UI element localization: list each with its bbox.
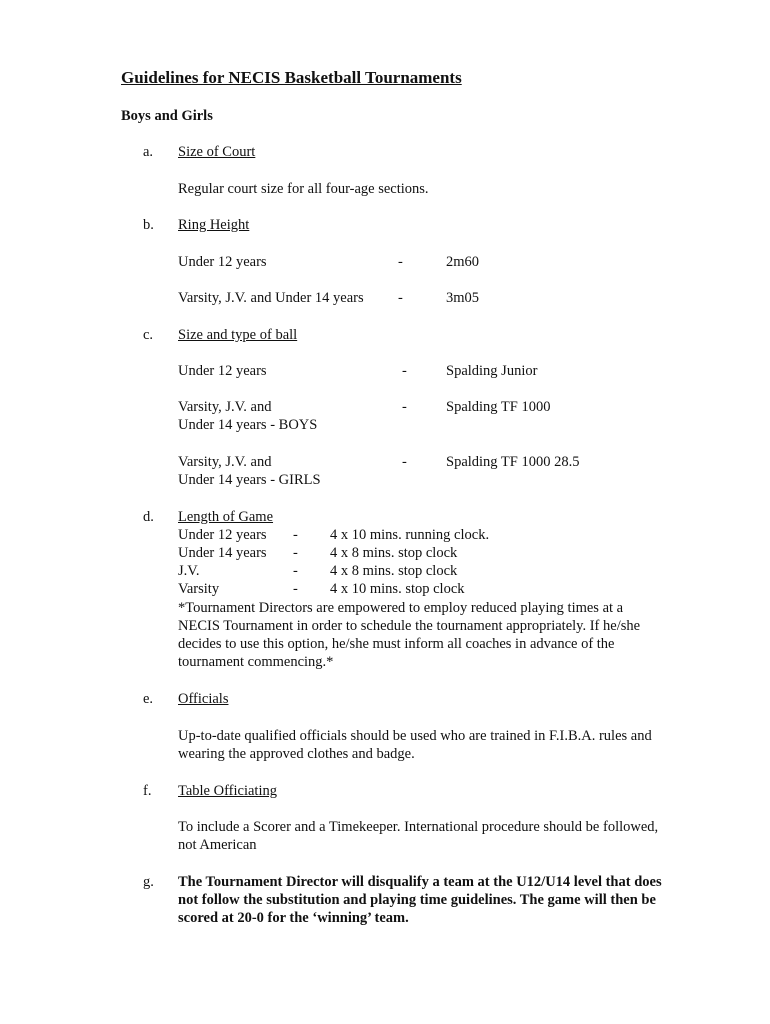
row-label: Under 12 years	[178, 527, 267, 543]
section-letter: e.	[143, 691, 154, 707]
section-line: wearing the approved clothes and badge.	[178, 746, 415, 762]
row-dash: -	[398, 254, 403, 270]
note-line: tournament commencing.*	[178, 654, 334, 670]
row-dash: -	[402, 399, 407, 415]
page-title: Guidelines for NECIS Basketball Tournaments	[121, 68, 462, 87]
row-value: Spalding Junior	[446, 363, 538, 379]
section-line: not American	[178, 837, 257, 853]
row-label: Varsity, J.V. and	[178, 454, 272, 470]
row-label: Under 14 years - BOYS	[178, 417, 318, 433]
row-label: J.V.	[178, 563, 200, 579]
page-subtitle: Boys and Girls	[121, 108, 213, 124]
row-label: Varsity, J.V. and Under 14 years	[178, 290, 364, 306]
section-heading: Size and type of ball	[178, 327, 298, 343]
section-letter: d.	[143, 509, 154, 525]
section-letter: a.	[143, 144, 154, 160]
row-value: 4 x 10 mins. stop clock	[330, 581, 465, 597]
section-line: Up-to-date qualified officials should be used who are trained in F.I.B.A. rules and	[178, 728, 652, 744]
section-letter: f.	[143, 783, 152, 799]
row-value: Spalding TF 1000	[446, 399, 551, 415]
row-dash: -	[293, 527, 298, 543]
row-label: Under 14 years - GIRLS	[178, 472, 321, 488]
section-letter: c.	[143, 327, 154, 343]
section-line: The Tournament Director will disqualify a team at the U12/U14 level that does	[178, 874, 662, 890]
section-heading: Size of Court	[178, 144, 256, 160]
row-label: Under 14 years	[178, 545, 267, 561]
row-value: 4 x 8 mins. stop clock	[330, 563, 458, 579]
row-dash: -	[402, 454, 407, 470]
section-heading: Ring Height	[178, 217, 250, 233]
row-dash: -	[402, 363, 407, 379]
row-label: Varsity	[178, 581, 220, 597]
row-value: 2m60	[446, 254, 480, 270]
section-heading: Table Officiating	[178, 783, 277, 799]
section-text: Regular court size for all four-age sections.	[178, 181, 429, 197]
row-dash: -	[293, 563, 298, 579]
note-line: decides to use this option, he/she must inform all coaches in advance of the	[178, 636, 615, 652]
section-letter: b.	[143, 217, 154, 233]
row-label: Under 12 years	[178, 363, 267, 379]
row-value: 4 x 10 mins. running clock.	[330, 527, 490, 543]
row-value: 3m05	[446, 290, 480, 306]
section-line: scored at 20-0 for the ‘winning’ team.	[178, 910, 409, 926]
row-label: Varsity, J.V. and	[178, 399, 272, 415]
section-line: not follow the substitution and playing time guidelines. The game will then be	[178, 892, 656, 908]
note-line: NECIS Tournament in order to schedule the tournament appropriately. If he/she	[178, 618, 641, 634]
row-value: Spalding TF 1000 28.5	[446, 454, 580, 470]
row-dash: -	[293, 581, 298, 597]
section-heading: Officials	[178, 691, 229, 707]
row-dash: -	[398, 290, 403, 306]
note-line: *Tournament Directors are empowered to employ reduced playing times at a	[178, 600, 624, 616]
section-heading: Length of Game	[178, 509, 274, 525]
row-label: Under 12 years	[178, 254, 267, 270]
section-line: To include a Scorer and a Timekeeper. International procedure should be followed,	[178, 819, 659, 835]
row-dash: -	[293, 545, 298, 561]
row-value: 4 x 8 mins. stop clock	[330, 545, 458, 561]
section-letter: g.	[143, 874, 154, 890]
